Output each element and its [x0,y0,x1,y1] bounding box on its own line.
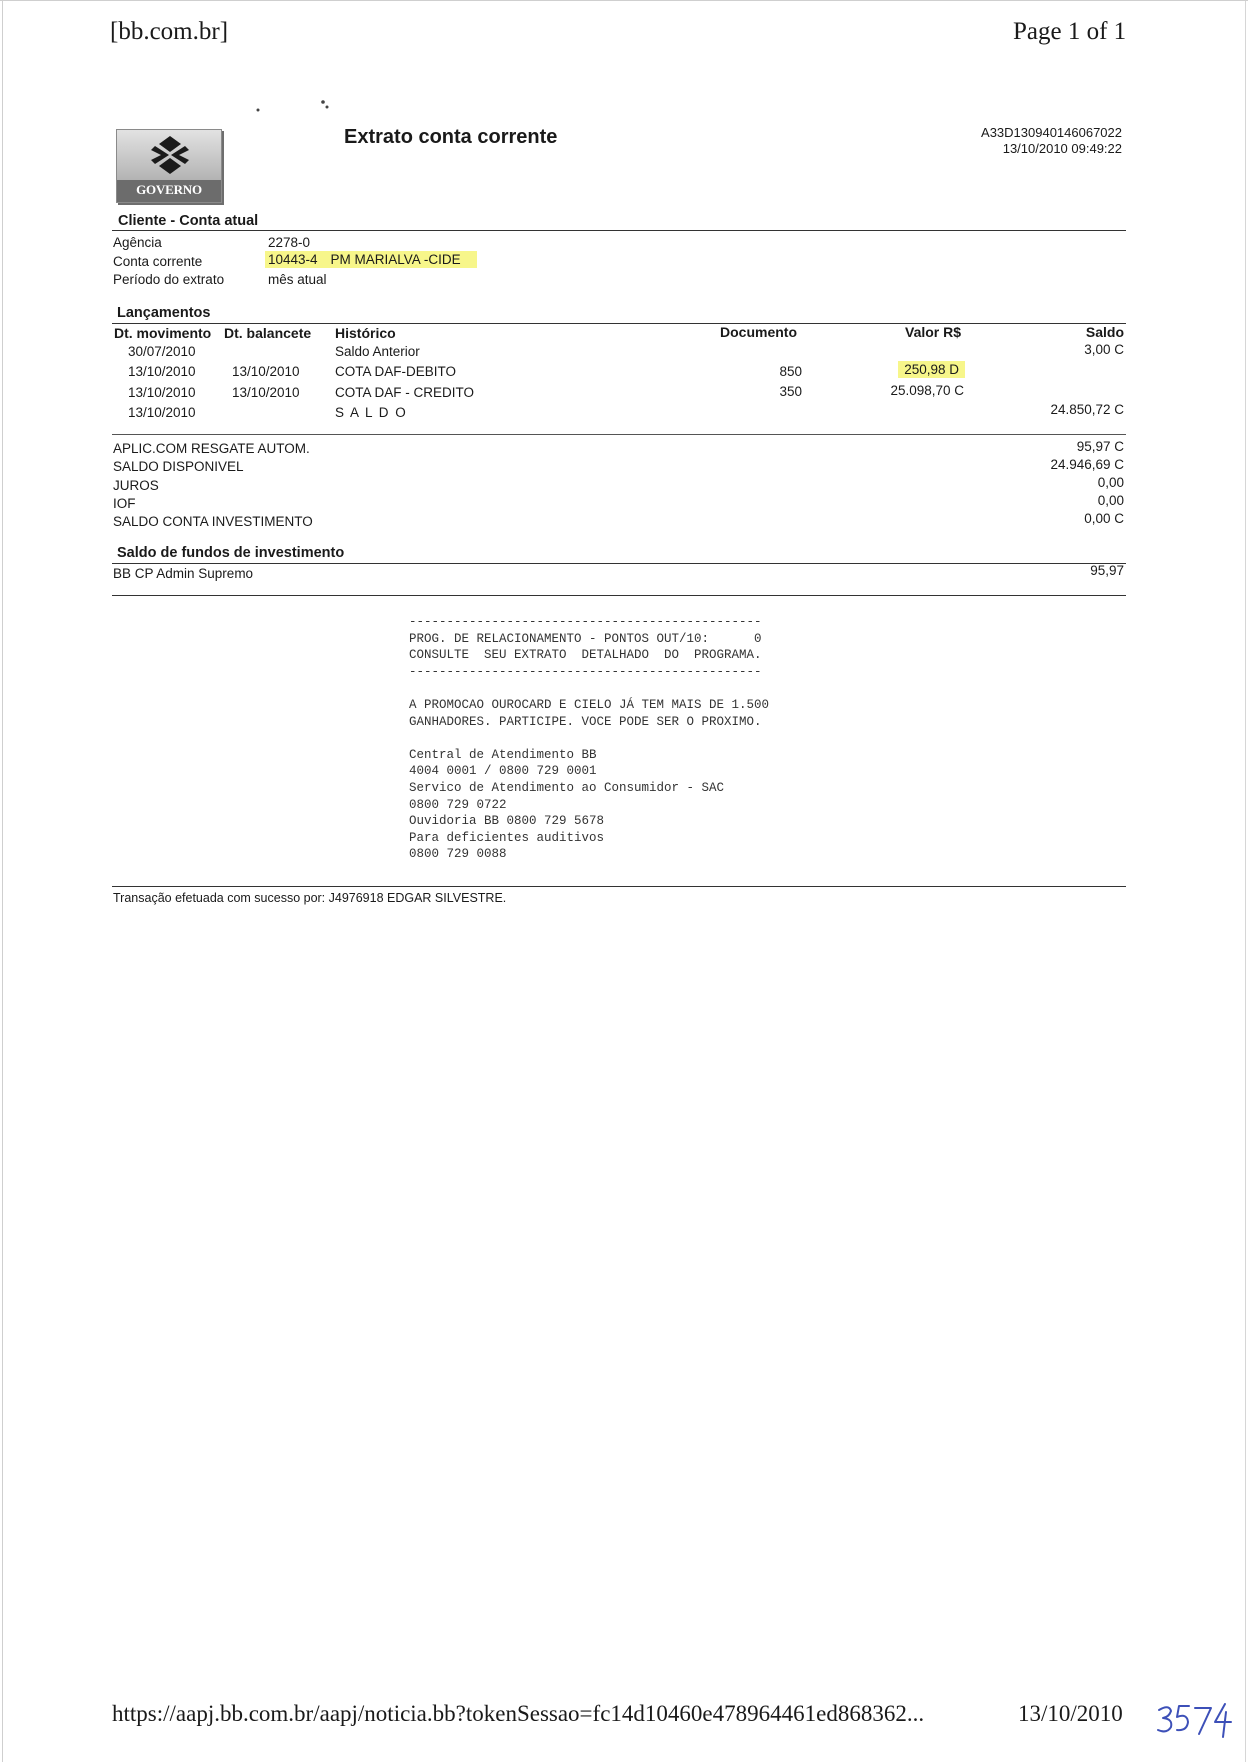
lanc-row-0-saldo: 3,00 C [1084,342,1124,357]
resumo-0-value: 95,97 C [1076,439,1124,454]
transaction-rule [112,886,1126,887]
scan-edge-top [0,0,1248,1]
agencia-label: Agência [113,235,162,250]
cliente-rule [112,230,1126,231]
resumo-1-label: SALDO DISPONIVEL [113,459,244,474]
resumo-0-label: APLIC.COM RESGATE AUTOM. [113,441,310,456]
notice-block [409,614,769,863]
notice-line [409,730,769,747]
print-footer-date: 13/10/2010 [1018,1701,1123,1726]
fundos-rule [112,563,1126,564]
lanc-row-2-documento: 350 [779,384,802,399]
notice-line: 0800 729 0088 [409,847,507,862]
resumo-4-label: SALDO CONTA INVESTIMENTO [113,514,313,529]
col-historico: Histórico [335,325,396,341]
lanc-row-1-historico: COTA DAF-DEBITO [335,364,457,379]
scan-edge-right [1245,0,1246,1762]
lancamentos-bottom-rule [112,434,1126,435]
cliente-section-title: Cliente - Conta atual [118,213,259,229]
lanc-row-1-valor: 250,98 D [898,361,965,378]
col-valor: Valor R$ [905,324,962,340]
scan-edge-left [2,0,3,1762]
fundos-row-0-label: BB CP Admin Supremo [113,566,254,581]
resumo-3-label: IOF [113,496,136,511]
agencia-value: 2278-0 [268,235,311,250]
lanc-row-1-dt-bal: 13/10/2010 [232,364,300,379]
document-title: Extrato conta corrente [344,126,558,148]
notice-line: A PROMOCAO OUROCARD E CIELO JÁ TEM MAIS DE 1.500 [409,697,770,712]
notice-line: PROG. DE RELACIONAMENTO - PONTOS OUT/10: 0 [409,631,762,646]
col-dt-balancete: Dt. balancete [224,325,312,341]
notice-line: ----------------------------------------------- [409,615,762,629]
notice-line: Central de Atendimento BB [409,747,597,762]
document-reference [981,125,1122,157]
print-footer-url: https://aapj.bb.com.br/aapj/noticia.bb?tokenSessao=fc14d10460e478964461ed868362... [112,1701,925,1726]
governo-logo [116,129,222,203]
notice-line: ----------------------------------------------- [409,664,762,679]
lanc-row-3-historico: S A L D O [335,405,408,420]
conta-label: Conta corrente [113,254,203,269]
logo-caption: GOVERNO [136,182,202,197]
handwritten-page-number [1155,1700,1235,1740]
lanc-row-1-valor-wrap [901,362,965,377]
lanc-row-1-documento: 850 [779,364,802,379]
resumo-2-label: JUROS [113,478,159,493]
lancamentos-section-title: Lançamentos [117,305,211,321]
resumo-3-value: 0,00 [1097,493,1124,508]
resumo-1-value: 24.946,69 C [1050,457,1124,472]
notice-line: Servico de Atendimento ao Consumidor - SAC [409,780,725,795]
lancamentos-rule [112,323,1126,324]
notice-line: 0800 729 0722 [409,797,507,812]
lanc-row-3-dt-mov: 13/10/2010 [128,405,196,420]
notice-line: CONSULTE SEU EXTRATO DETALHADO DO PROGRAMA. [409,648,762,663]
scan-specks [255,98,335,118]
lanc-row-3-saldo: 24.850,72 C [1050,402,1124,417]
reference-datetime: 13/10/2010 09:49:22 [1002,141,1122,156]
fundos-bottom-rule [112,595,1126,596]
lanc-row-0-dt-mov: 30/07/2010 [128,344,196,359]
periodo-label: Período do extrato [113,272,225,287]
notice-line: Para deficientes auditivos [409,830,605,845]
conta-value-group [268,252,477,267]
notice-line [409,680,769,697]
col-documento: Documento [720,324,797,340]
lanc-row-1-dt-mov: 13/10/2010 [128,364,196,379]
lanc-row-2-valor: 25.098,70 C [890,383,964,398]
notice-line: GANHADORES. PARTICIPE. VOCE PODE SER O PROXIMO. [409,714,762,729]
transaction-status: Transação efetuada com sucesso por: J4976918 EDGAR SILVESTRE. [113,891,507,905]
bb-logo-icon [147,134,193,176]
reference-code: A33D130940146067022 [981,125,1122,140]
resumo-4-value: 0,00 C [1084,511,1124,526]
fundos-row-0-value: 95,97 [1090,563,1124,578]
conta-holder: PM MARIALVA -CIDE [321,251,477,268]
col-dt-movimento: Dt. movimento [114,325,212,341]
fundos-section-title: Saldo de fundos de investimento [117,545,345,561]
print-header-page: Page 1 of 1 [1013,18,1127,45]
lanc-row-2-dt-bal: 13/10/2010 [232,385,300,400]
notice-line: Ouvidoria BB 0800 729 5678 [409,814,605,829]
lanc-row-0-historico: Saldo Anterior [335,344,420,359]
lanc-row-2-historico: COTA DAF - CREDITO [335,385,475,400]
periodo-value: mês atual [268,272,327,287]
conta-number: 10443-4 [265,251,321,268]
col-saldo: Saldo [1085,324,1124,340]
resumo-2-value: 0,00 [1097,475,1124,490]
lanc-row-2-dt-mov: 13/10/2010 [128,385,196,400]
print-header-site: [bb.com.br] [110,18,229,45]
notice-line: 4004 0001 / 0800 729 0001 [409,764,597,779]
